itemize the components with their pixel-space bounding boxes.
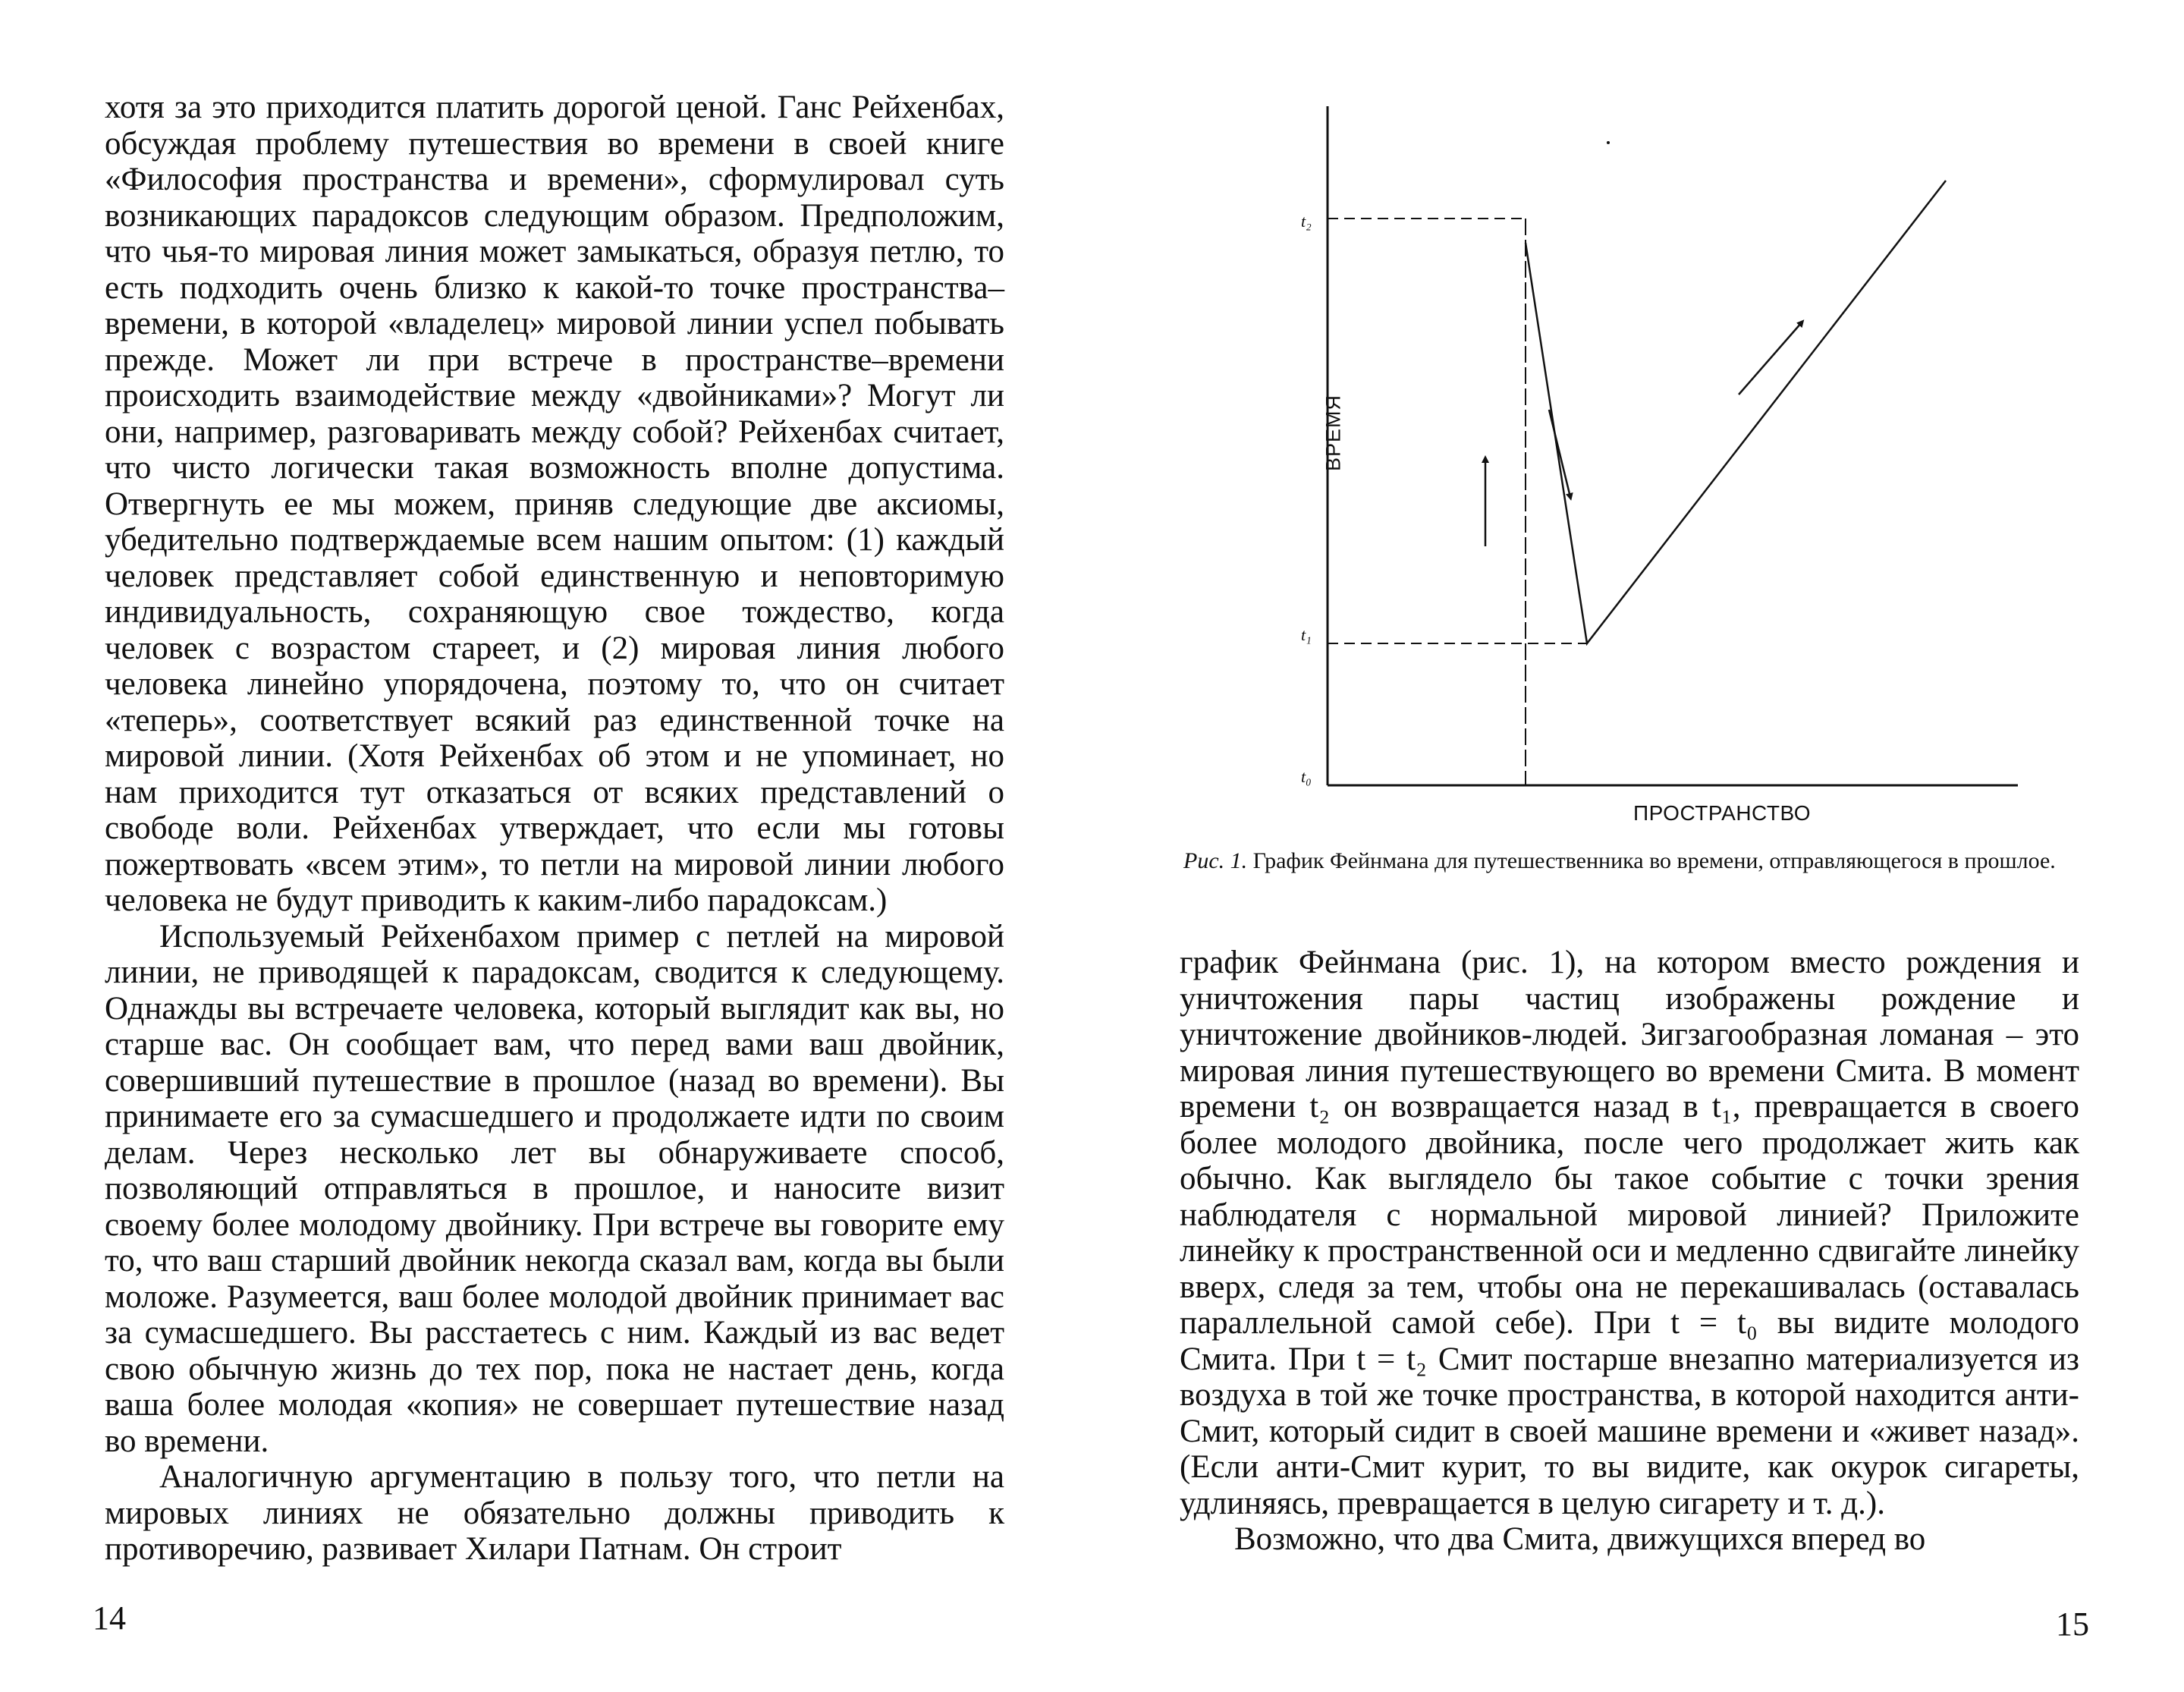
figure-caption (1183, 848, 2063, 874)
t2-label: t₂ (1301, 212, 1312, 231)
right-page-text (1180, 945, 2079, 1558)
paragraph: Возможно, что два Смита, движущихся вперед во (1234, 1521, 1926, 1557)
caption-label: Рис. 1. (1183, 848, 1248, 873)
page-number-left: 14 (93, 1599, 126, 1637)
paragraph: Аналогичную аргументацию в пользу того, что петли на мировых линиях не обязательно должны приводить к противоречию, развивает Хилари Патнам. Он строит (105, 1459, 1004, 1567)
t0-label: t₀ (1301, 767, 1312, 786)
feynman-diagram (1290, 99, 2048, 850)
paragraph: график Фейнмана (рис. 1), на котором вместо рождения и уничтожения пары частиц изображены рождение и уничтожение двойников-людей. Зигзагообразная ломаная – это мировая линия путешествующего во времени Смита. В момент времени t₂ он возвращается назад в t₁, превращается в своего более молодого двойника, после чего продолжает жить как обычно. Как выглядело бы такое событие с точки зрения наблюдателя с нормальной мировой линией? Приложите линейку к пространственной оси и медленно сдвигайте линейку вверх, следя за тем, чтобы она не перекашивалась (оставалась параллельной самой себе). При t = t₀ вы видите молодого Смита. При t = t₂ Смит постарше внезапно материализуется из воздуха в той же точке пространства, в которой находится анти-Смит, который сидит в своей машине времени и «живет назад». (Если анти-Смит курит, то вы видите, как окурок сигареты, удлиняясь, превращается в целую сигарету и т. д.). (1180, 945, 2079, 1521)
page-number-right: 15 (2056, 1606, 2089, 1643)
x-axis-title: ПРОСТРАНСТВО (1633, 801, 1811, 825)
speck (1607, 141, 1610, 144)
diagram-graphic (1290, 99, 2048, 804)
t1-label: t₁ (1301, 625, 1312, 644)
diagonal-arrow (1739, 322, 1802, 395)
down-arrow (1549, 410, 1570, 497)
paragraph: Используемый Рейхенбахом пример с петлей на мировой линии, не приводящей к парадоксам, сводится к следующему. Однажды вы встречаете человека, который выглядит как вы, но старше вас. Он сообщает вам, что перед вами ваш двойник, совершивший путешествие в прошлое (назад во времени). Вы принимаете его за сумасшедшего и продолжаете идти по своим делам. Через несколько лет вы обнаруживаете способ, позволяющий отправляться в прошлое, и наносите визит своему более молодому двойнику. При встрече вы говорите ему то, что ваш старший двойник некогда сказал вам, когда вы были моложе. Разумеется, ваш более молодой двойник принимает вас за сумасшедшего. Вы расстаетесь с ним. Каждый из вас ведет свою обычную жизнь до тех пор, пока не настает день, когда ваша более молодая «копия» не совершает путешествие назад во времени. (105, 918, 1004, 1459)
y-axis-title: ВРЕМЯ (1321, 394, 1345, 472)
paragraph: хотя за это приходится платить дорогой ценой. Ганс Рейхенбах, обсуждая проблему путешествия во времени в своей книге «Философия пространства и времени», сформулировал суть возникающих парадоксов следующим образом. Предположим, что чья-то мировая линия может замыкаться, образуя петлю, то есть подходить очень близко к какой-то точке пространства–времени, в которой «владелец» мировой линии успел побывать прежде. Может ли при встрече в пространстве–времени происходить взаимодействие между «двойниками»? Могут ли они, например, разговаривать между собой? Рейхенбах считает, что чисто логически такая возможность вполне допустима. Отвергнуть ее мы можем, приняв следующие две аксиомы, убедительно подтверждаемые всем нашим опытом: (1) каждый человек представляет собой единственную и неповторимую индивидуальность, сохраняющую свое тождество, когда человек с возрастом стареет, и (2) мировая линия любого человека линейно упорядочена, поэтому то, что он считает «теперь», соответствует всякий раз единственной точке на мировой линии. (Хотя Рейхенбах об этом и не упоминает, но нам приходится тут отказаться от всяких представлений о свободе воли. Рейхенбах утверждает, что если мы готовы пожертвовать «всем этим», то петли на мировой линии любого человека не будут приводить к каким-либо парадоксам.) (105, 90, 1004, 918)
left-page-text (105, 90, 1004, 1568)
caption-text: График Фейнмана для путешественника во времени, отправляющегося в прошлое. (1252, 848, 2056, 873)
world-line (1526, 181, 1946, 643)
